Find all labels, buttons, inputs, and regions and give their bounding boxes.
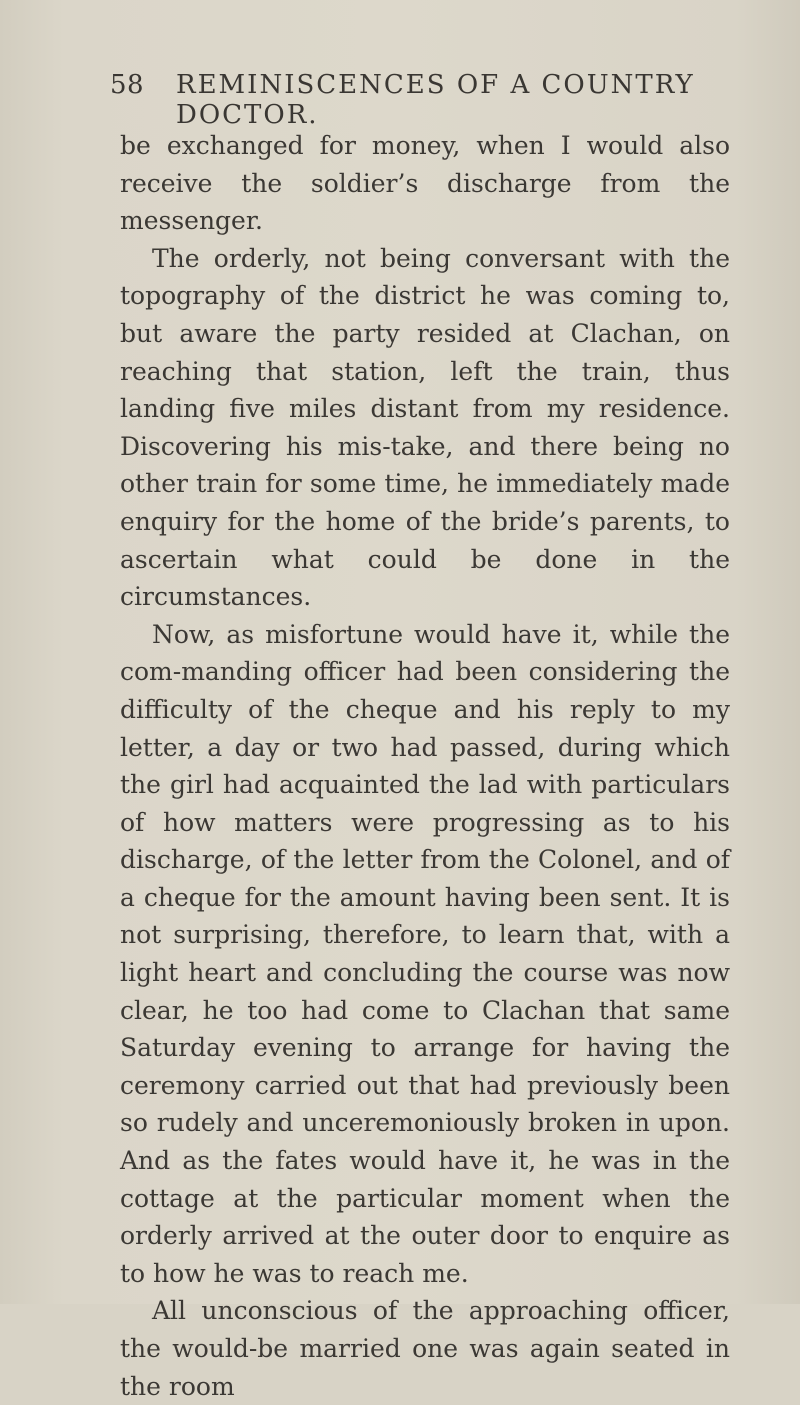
page-number: 58 bbox=[110, 70, 145, 100]
paragraph-misfortune: Now, as misfortune would have it, while the com-manding officer had been considering the difficulty of the cheque and his reply to my letter, a day or two had passed, during which the girl had acquainted the lad with particulars of how matters were progressing as to his discharge, of the letter from the Colonel, and of a cheque for the amount having been sent. It is not surprising, therefore, to learn that, with a light heart and concluding the course was now clear, he too had come to Clachan that same Saturday evening to arrange for having the ceremony carried out that had previously been so rudely and unceremoniously broken in upon. And as the fates would have it, he was in the cottage at the particular moment when the orderly arrived at the outer door to enquire as to how he was to reach me. bbox=[120, 619, 730, 1288]
running-head: REMINISCENCES OF A COUNTRY DOCTOR. bbox=[176, 70, 695, 130]
paragraph-continuation: be exchanged for money, when I would also receive the soldier’s discharge from the messenger. bbox=[120, 131, 730, 236]
body-text bbox=[120, 127, 730, 1405]
paragraph-orderly: The orderly, not being conversant with the topography of the district he was coming to, but aware the party resided at Clachan, on reaching that station, left the train, thus landing five miles distant from my residence. Discovering his mis-take, and there being no other train for some time, he immediately made enquiry for the home of the bride’s parents, to ascertain what could be done in the circumstances. bbox=[120, 243, 730, 612]
page-header bbox=[110, 70, 730, 130]
paragraph-unconscious: All unconscious of the approaching officer, the would-be married one was again seated in the room bbox=[120, 1296, 730, 1401]
